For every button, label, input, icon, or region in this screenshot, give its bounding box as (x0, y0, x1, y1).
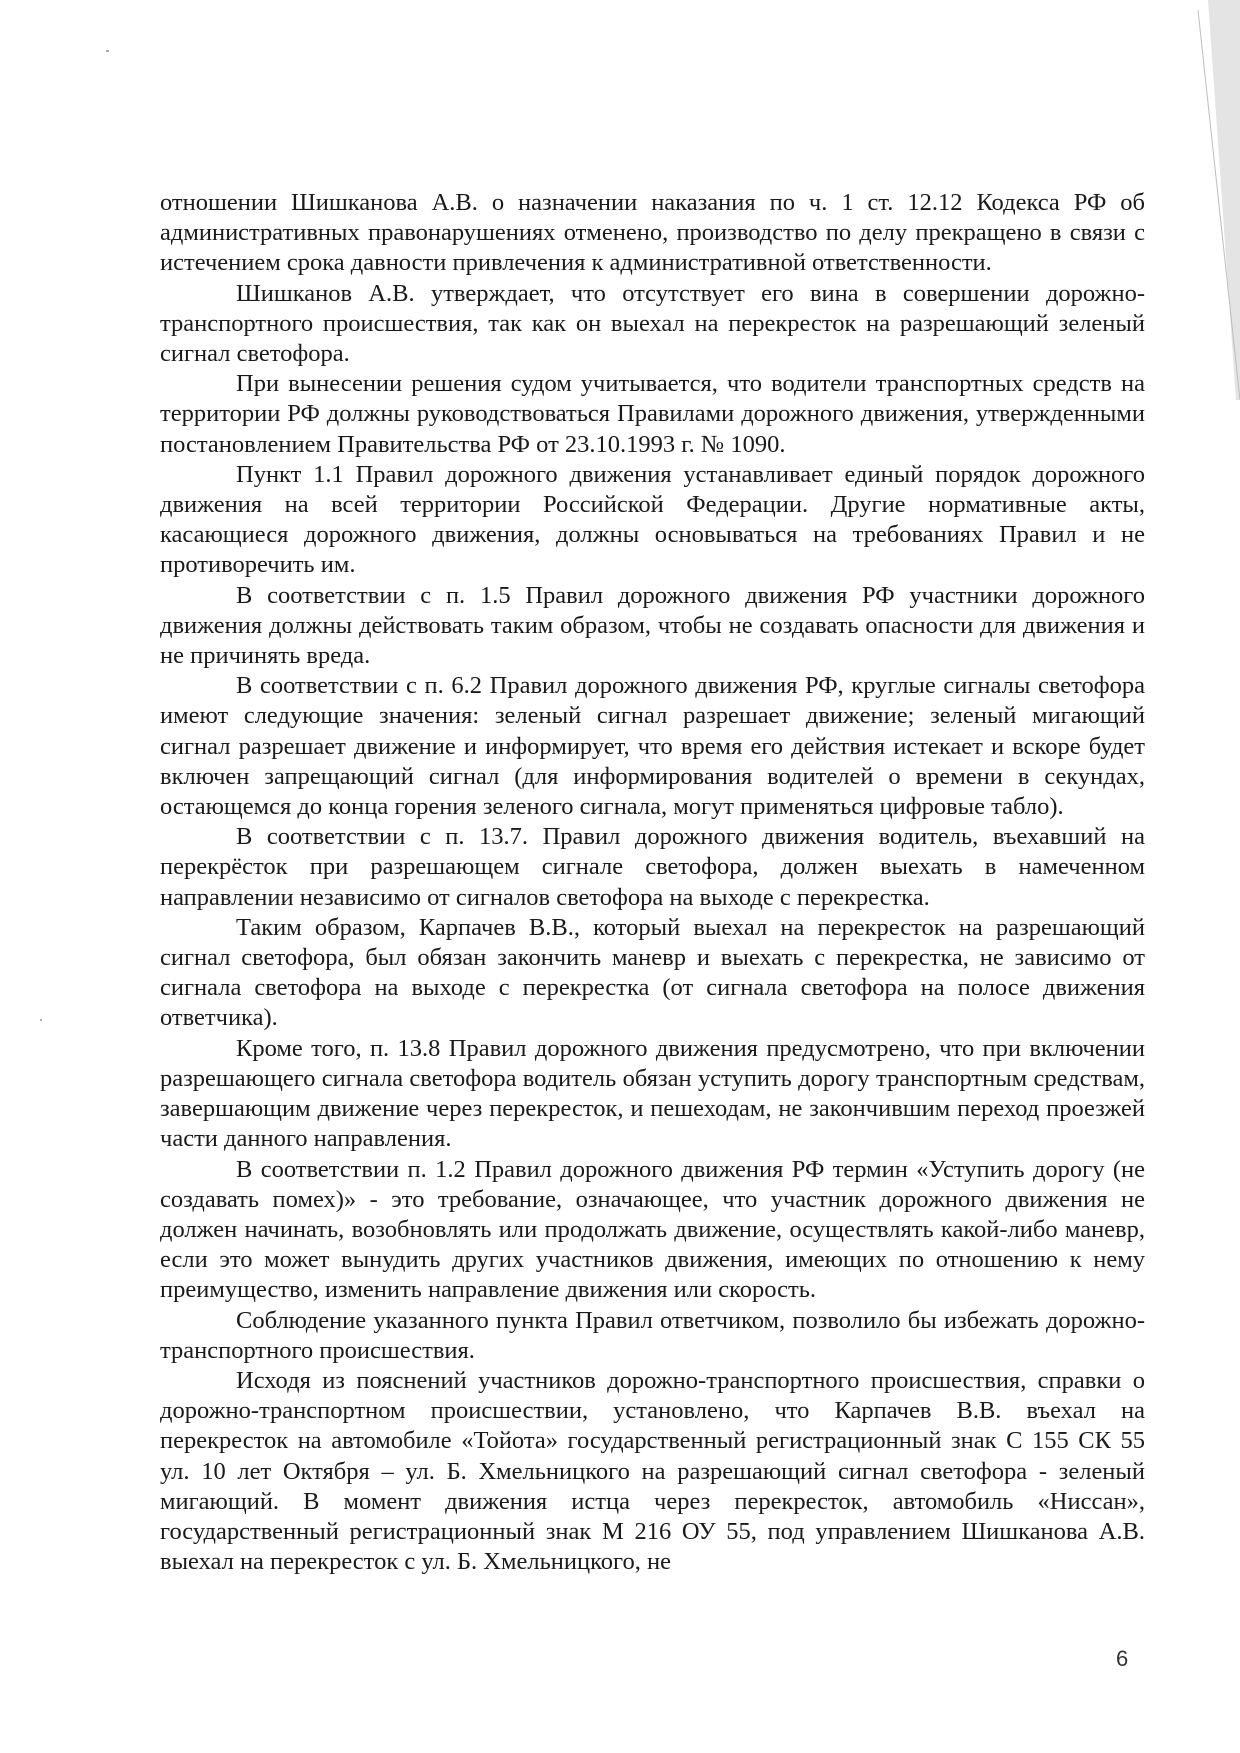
paragraph: В соответствии с п. 6.2 Правил дорожного движения РФ, круглые сигналы светофора имеют следующие значения: зеленый сигнал разрешает движение; зеленый мигающий сигнал разрешает движение и информирует, что время его действия истекает и вскоре будет включен запрещающий сигнал (для информирования водителей о времени в секундах, остающемся до конца горения зеленого сигнала, могут применяться цифровые табло). (160, 672, 1145, 821)
paragraph: Таким образом, Карпачев В.В., который выехал на перекресток на разрешающий сигнал светофора, был обязан закончить маневр и выехать с перекрестка, не зависимо от сигнала светофора на выходе с перекрестка (от сигнала светофора на полосе движения ответчика). (160, 913, 1145, 1032)
scan-speck (40, 1019, 42, 1021)
paragraph: В соответствии с п. 1.5 Правил дорожного движения РФ участники дорожного движения должны действовать таким образом, чтобы не создавать опасности для движения и не причинять вреда. (160, 581, 1145, 670)
scan-speck (106, 50, 109, 52)
paragraph: отношении Шишканова А.В. о назначении наказания по ч. 1 ст. 12.12 Кодекса РФ об административных правонарушениях отменено, производство по делу прекращено в связи с истечением срока давности привлечения к административной ответственности. (160, 189, 1145, 277)
paragraph: Шишканов А.В. утверждает, что отсутствует его вина в совершении дорожно-транспортного происшествия, так как он выехал на перекресток на разрешающий зеленый сигнал светофора. (160, 279, 1145, 368)
page-number: 6 (1116, 1646, 1129, 1671)
document-body (160, 188, 1145, 1577)
paragraph: Кроме того, п. 13.8 Правил дорожного движения предусмотрено, что при включении разрешающего сигнала светофора водитель обязан уступить дорогу транспортным средствам, завершающим движение через перекресток, и пешеходам, не закончившим переход проезжей части данного направления. (160, 1034, 1145, 1153)
paragraph: При вынесении решения судом учитывается, что водители транспортных средств на территории РФ должны руководствоваться Правилами дорожного движения, утвержденными постановлением Правительства РФ от 23.10.1993 г. № 1090. (160, 370, 1145, 458)
paragraph: Пункт 1.1 Правил дорожного движения устанавливает единый порядок дорожного движения на всей территории Российской Федерации. Другие нормативные акты, касающиеся дорожного движения, должны основываться на требованиях Правил и не противоречить им. (160, 460, 1145, 579)
paragraph: В соответствии п. 1.2 Правил дорожного движения РФ термин «Уступить дорогу (не создавать помех)» - это требование, означающее, что участник дорожного движения не должен начинать, возобновлять или продолжать движение, осуществлять какой-либо маневр, если это может вынудить других участников движения, имеющих по отношению к нему преимущество, изменить направление движения или скорость. (160, 1155, 1145, 1304)
paragraph: Исходя из пояснений участников дорожно-транспортного происшествия, справки о дорожно-транспортном происшествии, установлено, что Карпачев В.В. въехал на перекресток на автомобиле «Тойота» государственный регистрационный знак С 155 СК 55 ул. 10 лет Октября – ул. Б. Хмельницкого на разрешающий сигнал светофора - зеленый мигающий. В момент движения истца через перекресток, автомобиль «Ниссан», государственный регистрационный знак М 216 ОУ 55, под управлением Шишканова А.В. выехал на перекресток с ул. Б. Хмельницкого, не (160, 1366, 1145, 1576)
paragraph: Соблюдение указанного пункта Правил ответчиком, позволило бы избежать дорожно-транспортного происшествия. (160, 1306, 1145, 1364)
paragraph: В соответствии с п. 13.7. Правил дорожного движения водитель, въехавший на перекрёсток при разрешающем сигнале светофора, должен выехать в намеченном направлении независимо от сигналов светофора на выходе с перекрестка. (160, 823, 1145, 911)
